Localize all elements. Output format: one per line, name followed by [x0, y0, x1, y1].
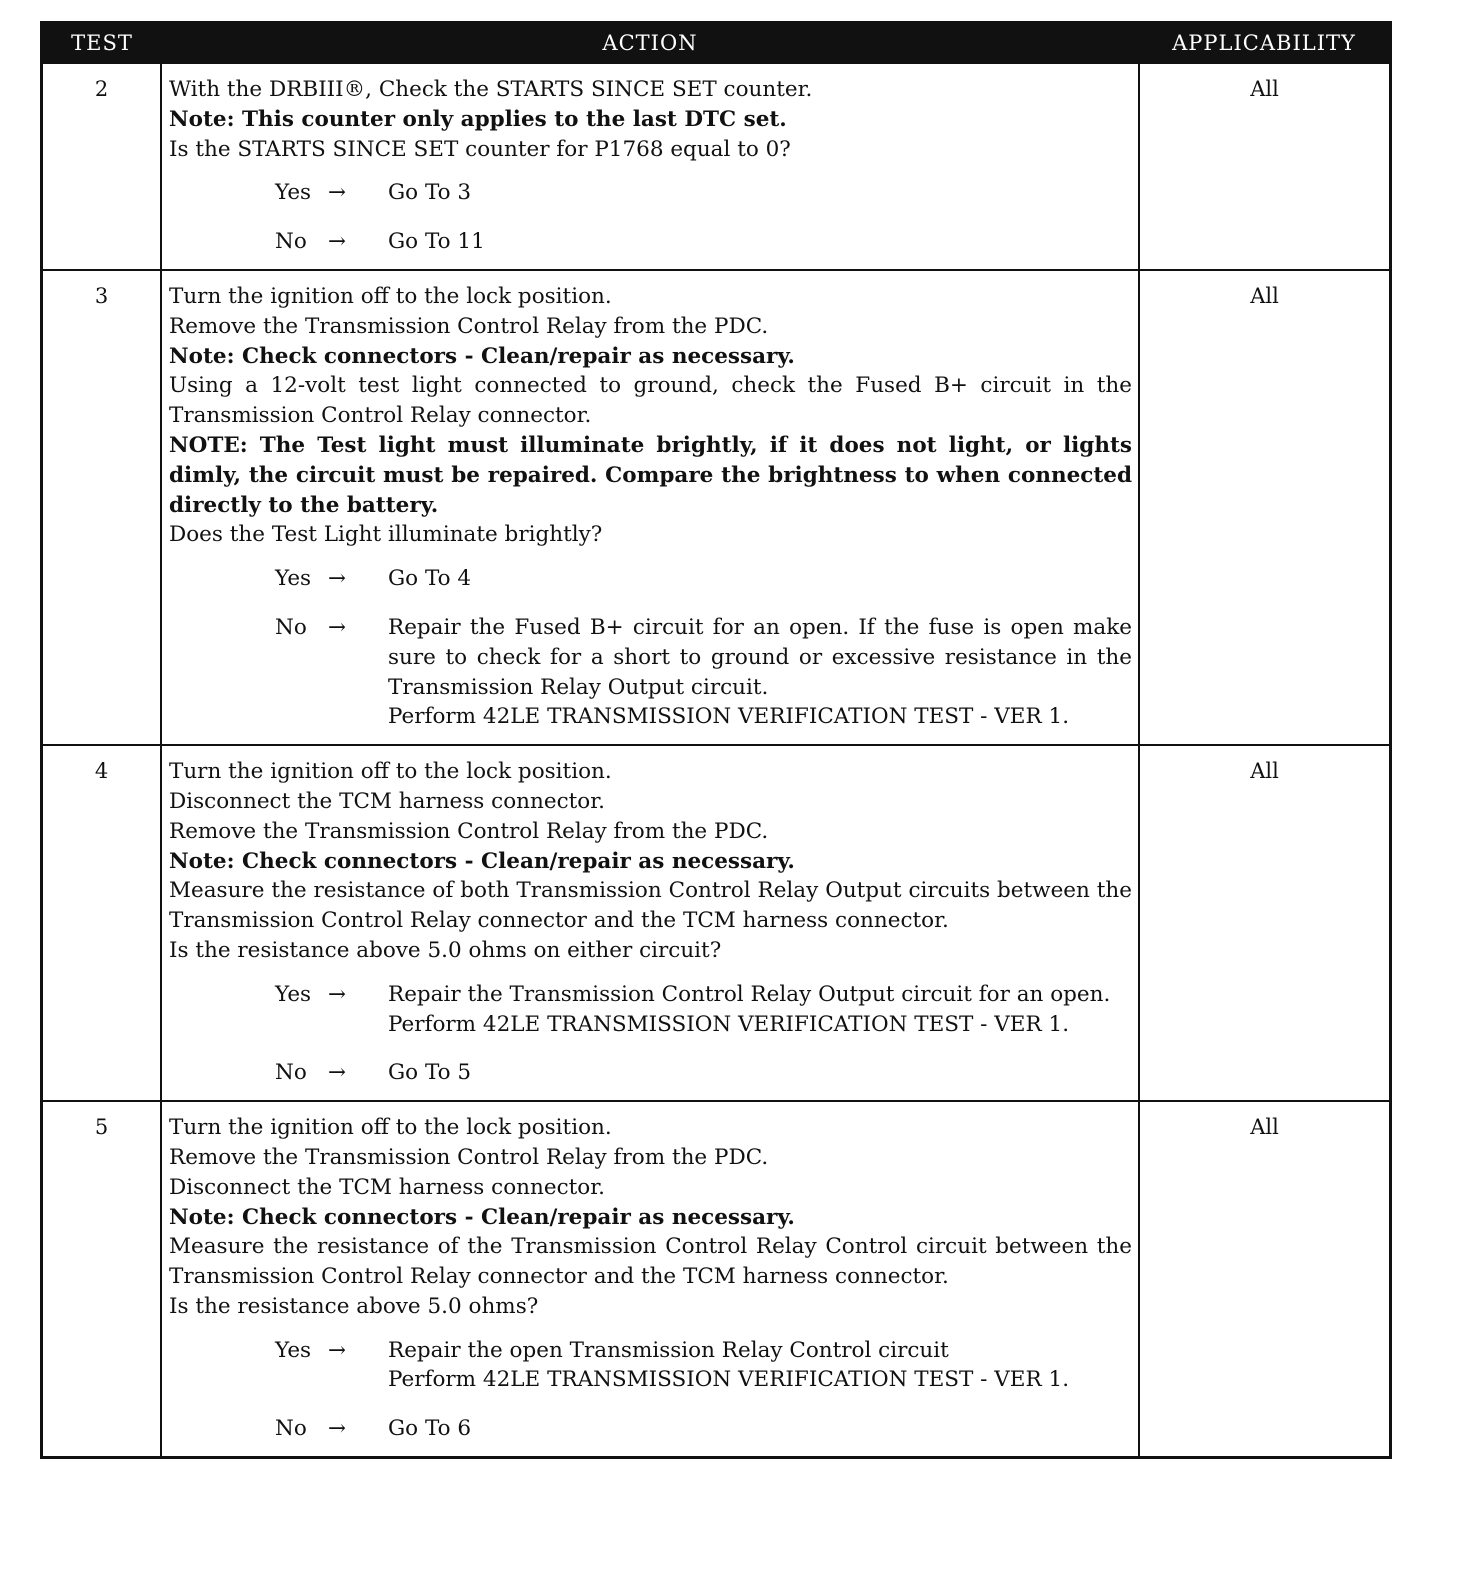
arrow-right-icon: → — [328, 1337, 347, 1363]
outcome-line: Go To 3 — [388, 180, 472, 206]
outcome-line: Go To 5 — [388, 1060, 472, 1086]
applicability-value: All — [1139, 1101, 1389, 1456]
test-number: 3 — [43, 270, 161, 745]
outcome-list — [169, 980, 1132, 1088]
action-step: With the DRBIII®, Check the STARTS SINCE SET counter. — [169, 77, 813, 102]
outcome-text — [388, 1336, 1132, 1396]
outcome-no — [275, 1058, 1132, 1088]
arrow-right-icon: → — [328, 566, 347, 592]
outcome-list — [169, 564, 1132, 732]
action-step: Is the resistance above 5.0 ohms on either circuit? — [169, 937, 722, 963]
table-row — [43, 745, 1389, 1101]
arrow-right-icon: → — [328, 1060, 347, 1086]
action-step: Is the resistance above 5.0 ohms? — [169, 1293, 539, 1319]
action-step: Does the Test Light illuminate brightly? — [169, 522, 603, 548]
outcome-line: Go To 6 — [388, 1416, 472, 1442]
action-step: Turn the ignition off to the lock position. — [169, 283, 612, 309]
table-row — [43, 63, 1389, 270]
outcome-text — [388, 564, 1132, 594]
table-body — [43, 63, 1389, 1456]
outcome-no — [275, 1414, 1132, 1444]
outcome-line: Perform 42LE TRANSMISSION VERIFICATION TEST - VER 1. — [388, 1011, 1070, 1037]
action-step: Remove the Transmission Control Relay from the PDC. — [169, 1144, 769, 1170]
outcome-line: Repair the Fused B+ circuit for an open. If the fuse is open make sure to check for a short to ground or excessive resistance in the Transmission Relay Output circuit. — [388, 614, 1132, 700]
outcome-list — [169, 178, 1132, 257]
outcome-text — [388, 980, 1132, 1040]
applicability-value: All — [1139, 63, 1389, 270]
outcome-no — [275, 613, 1132, 732]
action-step: Disconnect the TCM harness connector. — [169, 788, 605, 814]
action-step: Remove the Transmission Control Relay from the PDC. — [169, 313, 769, 339]
action-note: Note: Check connectors - Clean/repair as necessary. — [169, 1204, 795, 1230]
arrow-right-icon: → — [328, 1416, 347, 1442]
outcome-label: No — [275, 229, 307, 255]
outcome-label: Yes — [275, 180, 312, 206]
action-step: Turn the ignition off to the lock position. — [169, 759, 612, 785]
outcome-line: Perform 42LE TRANSMISSION VERIFICATION TEST - VER 1. — [388, 1367, 1070, 1393]
action-cell — [161, 1101, 1139, 1456]
test-table — [43, 24, 1389, 1456]
diagnostic-test-table — [40, 21, 1392, 1459]
action-step: Measure the resistance of the Transmission Control Relay Control circuit between the Transmission Control Relay connector and the TCM harness connector. — [169, 1234, 1132, 1290]
applicability-value: All — [1139, 270, 1389, 745]
outcome-yes — [275, 564, 1132, 594]
header-applicability: APPLICABILITY — [1139, 24, 1389, 63]
action-note: Note: Check connectors - Clean/repair as necessary. — [169, 343, 795, 369]
arrow-right-icon: → — [328, 229, 347, 255]
outcome-text — [388, 227, 1132, 257]
outcome-text — [388, 178, 1132, 208]
outcome-text — [388, 1058, 1132, 1088]
outcome-yes — [275, 178, 1132, 208]
action-note: Note: Check connectors - Clean/repair as necessary. — [169, 848, 795, 874]
outcome-label: Yes — [275, 566, 312, 592]
action-note: NOTE: The Test light must illuminate brightly, if it does not light, or lights dimly, the circuit must be repaired. Compare the brightness to when connected directly to the battery. — [169, 432, 1132, 518]
test-number: 2 — [43, 63, 161, 270]
applicability-value: All — [1139, 745, 1389, 1101]
outcome-line: Repair the open Transmission Relay Control circuit — [388, 1337, 949, 1363]
outcome-label: Yes — [275, 1337, 312, 1363]
table-row — [43, 270, 1389, 745]
outcome-label: Yes — [275, 981, 312, 1007]
action-step: Remove the Transmission Control Relay from the PDC. — [169, 818, 769, 844]
outcome-line: Repair the Transmission Control Relay Output circuit for an open. — [388, 981, 1111, 1007]
action-step: Measure the resistance of both Transmission Control Relay Output circuits between the Transmission Control Relay connector and the TCM harness connector. — [169, 878, 1132, 934]
header-action: ACTION — [161, 24, 1139, 63]
arrow-right-icon: → — [328, 180, 347, 206]
outcome-no — [275, 227, 1132, 257]
outcome-yes — [275, 1336, 1132, 1396]
arrow-right-icon: → — [328, 614, 347, 640]
action-cell — [161, 270, 1139, 745]
outcome-yes — [275, 980, 1132, 1040]
arrow-right-icon: → — [328, 981, 347, 1007]
action-step: Turn the ignition off to the lock position. — [169, 1115, 612, 1141]
action-cell — [161, 63, 1139, 270]
outcome-label: No — [275, 614, 307, 640]
action-step: Disconnect the TCM harness connector. — [169, 1174, 605, 1200]
table-row — [43, 1101, 1389, 1456]
action-step: Using a 12-volt test light connected to ground, check the Fused B+ circuit in the Transmission Control Relay connector. — [169, 373, 1132, 429]
outcome-label: No — [275, 1060, 307, 1086]
action-cell — [161, 745, 1139, 1101]
header-test: TEST — [43, 24, 161, 63]
test-number: 5 — [43, 1101, 161, 1456]
outcome-text — [388, 613, 1132, 732]
outcome-line: Perform 42LE TRANSMISSION VERIFICATION TEST - VER 1. — [388, 704, 1070, 730]
outcome-label: No — [275, 1416, 307, 1442]
outcome-line: Go To 11 — [388, 229, 485, 255]
outcome-line: Go To 4 — [388, 566, 472, 592]
action-step: Is the STARTS SINCE SET counter for P1768 equal to 0? — [169, 136, 791, 162]
outcome-list — [169, 1336, 1132, 1444]
action-note: Note: This counter only applies to the last DTC set. — [169, 106, 787, 132]
table-header — [43, 24, 1389, 63]
outcome-text — [388, 1414, 1132, 1444]
test-number: 4 — [43, 745, 161, 1101]
